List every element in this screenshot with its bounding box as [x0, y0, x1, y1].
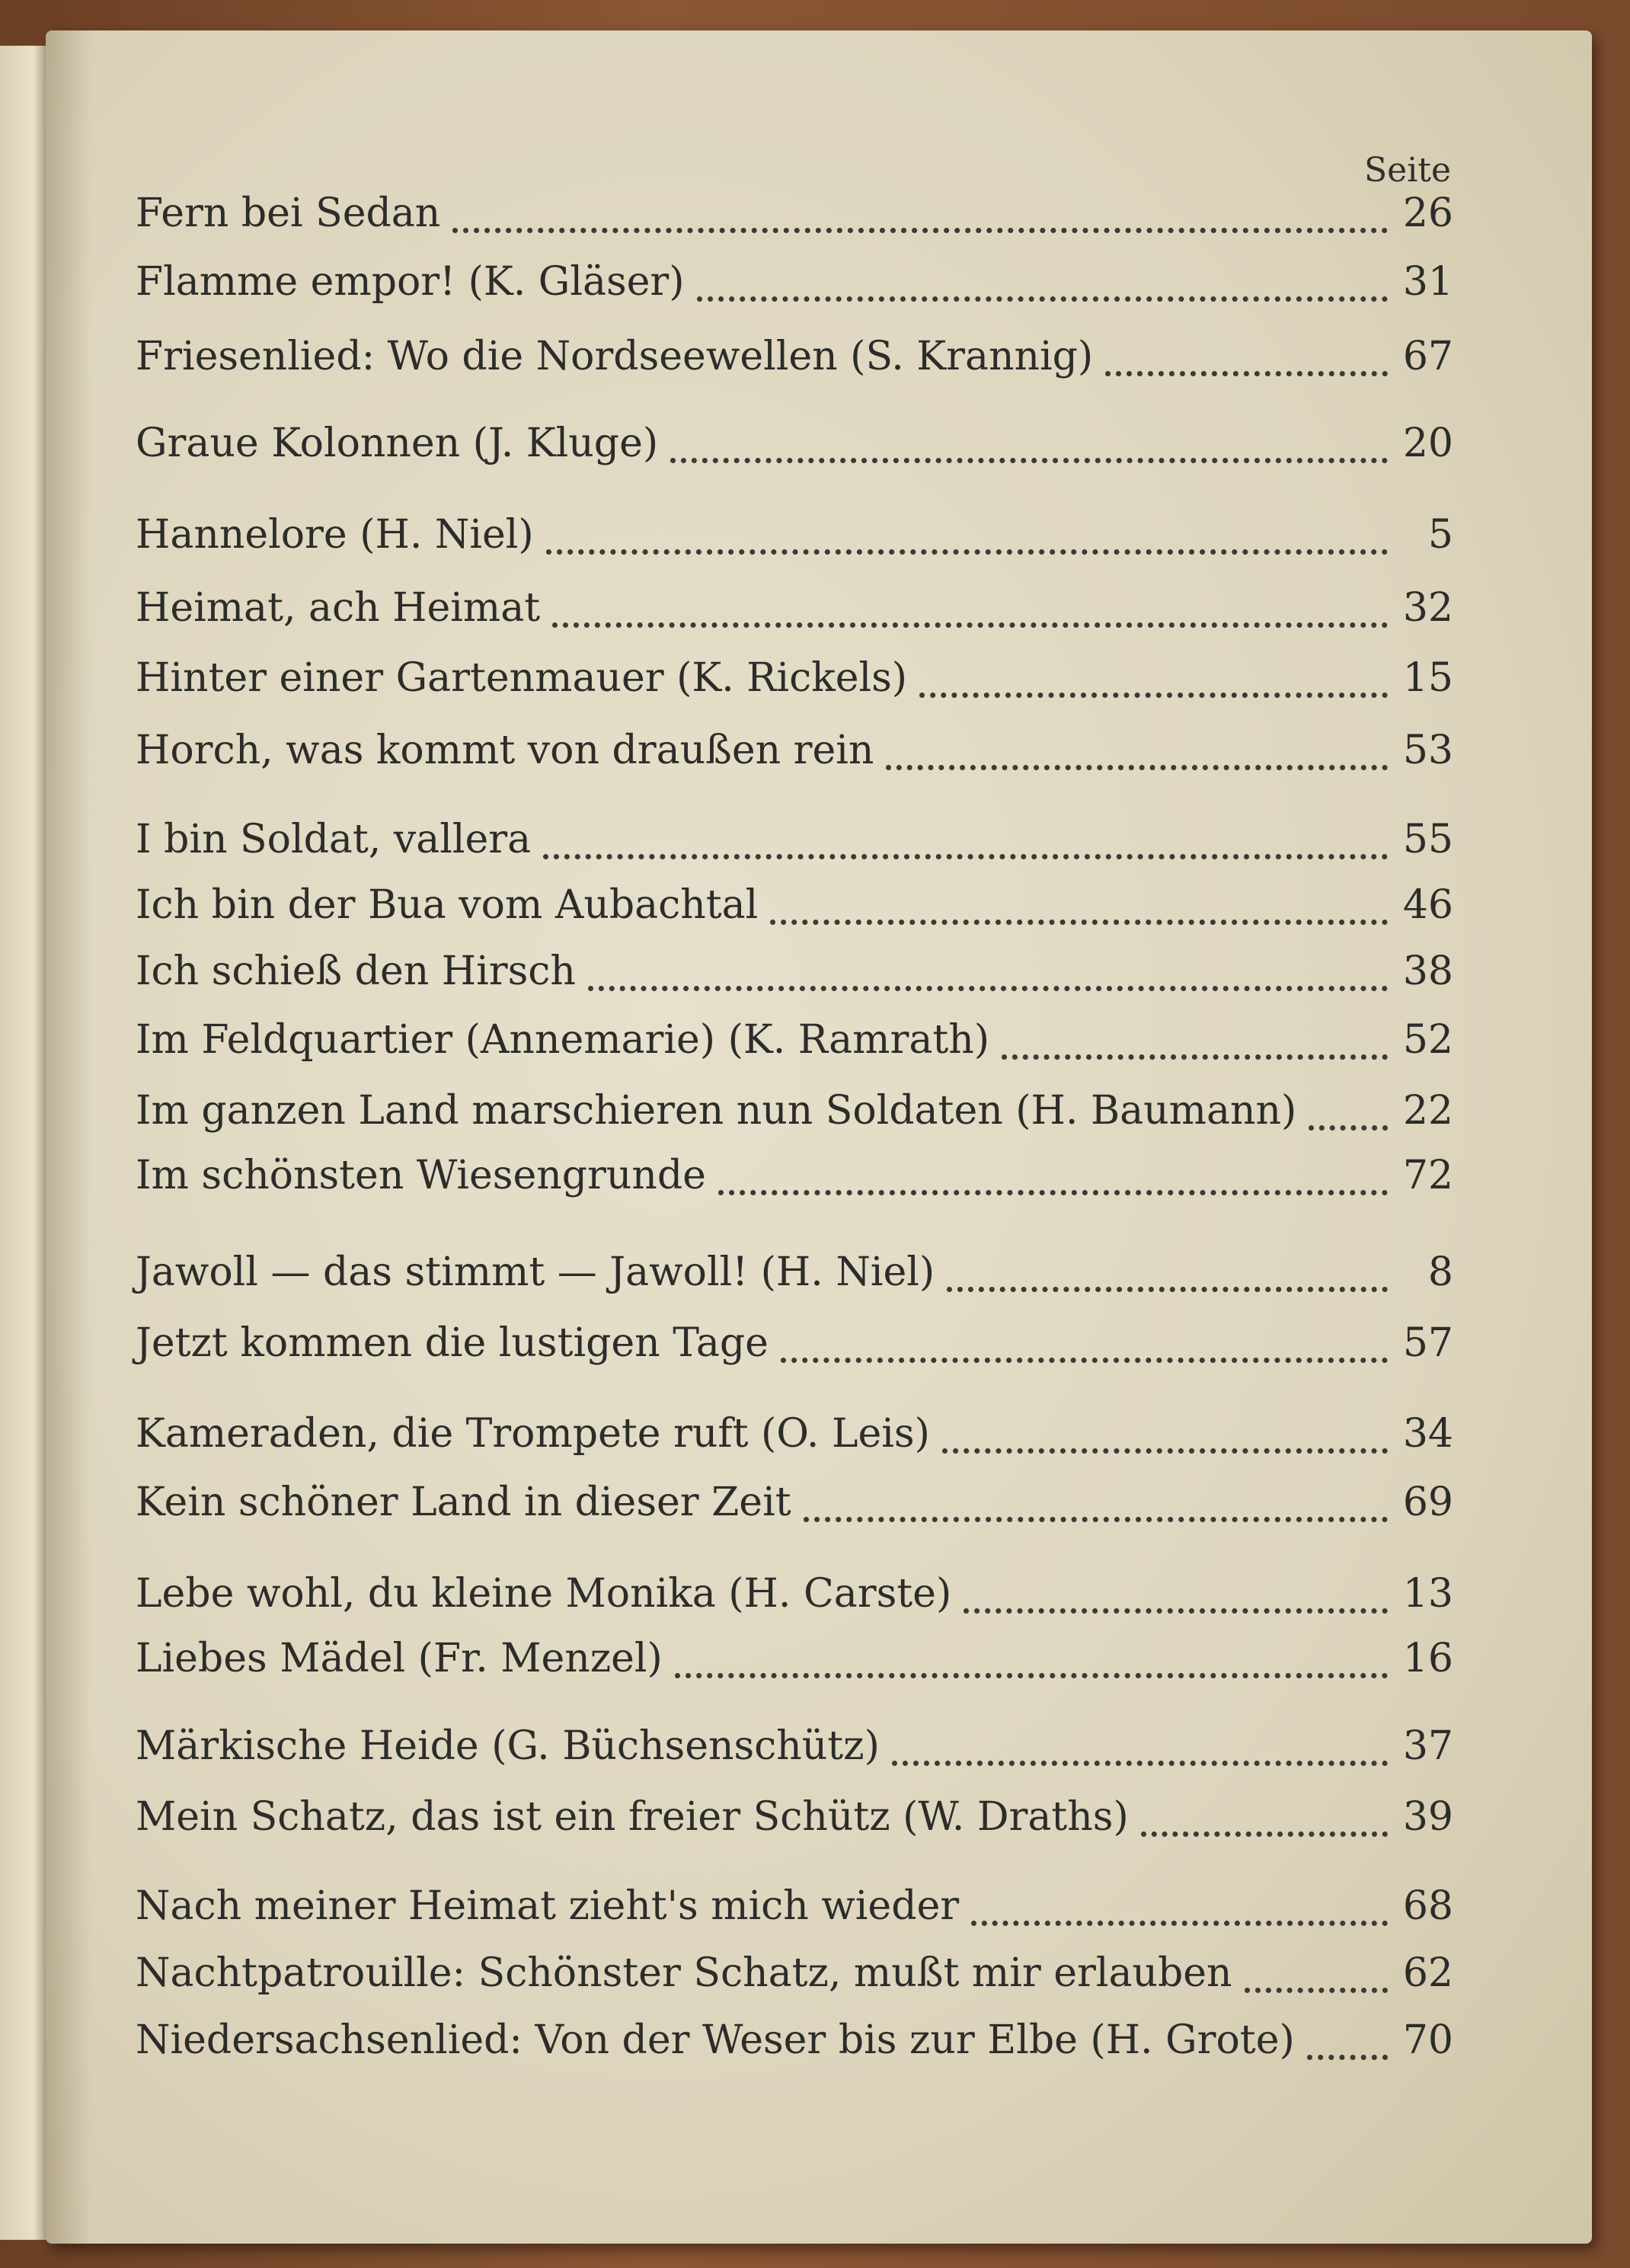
toc-entry-title: Im ganzen Land marschieren nun Soldaten (H. Baumann) [136, 1088, 1297, 1134]
toc-entry-page-number: 57 [1402, 1320, 1453, 1366]
dot-leader [947, 1282, 1388, 1292]
dot-leader [543, 849, 1388, 859]
dot-leader [781, 1353, 1388, 1363]
toc-entry [136, 190, 1453, 244]
toc-entry-page-number: 8 [1427, 1249, 1453, 1295]
dot-leader [1307, 2050, 1388, 2060]
toc-entry-title: Niedersachsenlied: Von der Weser bis zur Elbe (H. Grote) [136, 2017, 1295, 2063]
toc-entry-page-number: 31 [1402, 259, 1453, 305]
toc-entry-title: Nach meiner Heimat zieht's mich wieder [136, 1883, 960, 1929]
toc-entry-title: Ich bin der Bua vom Aubachtal [136, 882, 759, 928]
toc-entry-page-number: 62 [1402, 1950, 1453, 1996]
dot-leader [1309, 1121, 1388, 1131]
toc-entry-title: Mein Schatz, das ist ein freier Schütz (W. Draths) [136, 1794, 1129, 1840]
toc-entry-page-number: 70 [1402, 2017, 1453, 2063]
toc-entry-page-number: 5 [1427, 512, 1453, 558]
toc-entry [136, 1088, 1453, 1141]
toc-entry-title: Hinter einer Gartenmauer (K. Rickels) [136, 655, 908, 701]
toc-entry-page-number: 68 [1402, 1883, 1453, 1929]
toc-entry [136, 728, 1453, 781]
dot-leader [552, 618, 1388, 628]
toc-entry-title: Kein schöner Land in dieser Zeit [136, 1479, 791, 1525]
toc-entry [136, 1883, 1453, 1937]
dot-leader [546, 545, 1388, 555]
toc-entry-title: Lebe wohl, du kleine Monika (H. Carste) [136, 1571, 952, 1617]
toc-entry [136, 1017, 1453, 1070]
dot-leader [1245, 1983, 1388, 1993]
toc-entry-page-number: 13 [1402, 1571, 1453, 1617]
toc-entry [136, 1723, 1453, 1777]
dot-leader [1141, 1827, 1388, 1837]
toc-entry-page-number: 15 [1402, 655, 1453, 701]
dot-leader [718, 1185, 1388, 1195]
dot-leader [670, 453, 1388, 463]
toc-entry [136, 2017, 1453, 2071]
toc-entry-title: Heimat, ach Heimat [136, 585, 541, 631]
toc-entry-title: Im Feldquartier (Annemarie) (K. Ramrath) [136, 1017, 989, 1063]
dot-leader [588, 981, 1388, 991]
dot-leader [971, 1916, 1388, 1926]
dot-leader [452, 223, 1388, 233]
dot-leader [770, 915, 1388, 925]
toc-entry-page-number: 55 [1402, 817, 1453, 862]
toc-entry-page-number: 37 [1402, 1723, 1453, 1769]
toc-entry-page-number: 26 [1402, 190, 1453, 236]
dot-leader [1105, 366, 1388, 376]
toc-entry-title: Flamme empor! (K. Gläser) [136, 259, 685, 305]
toc-entry-page-number: 32 [1402, 585, 1453, 631]
toc-entry-title: Horch, was kommt von draußen rein [136, 728, 874, 773]
toc-entry-title: Jawoll — das stimmt — Jawoll! (H. Niel) [136, 1249, 935, 1295]
toc-entry [136, 1636, 1453, 1689]
toc-entry-page-number: 72 [1402, 1153, 1453, 1198]
toc-entry-page-number: 39 [1402, 1794, 1453, 1840]
toc-entry-title: Ich schieß den Hirsch [136, 948, 576, 994]
toc-entry-page-number: 53 [1402, 728, 1453, 773]
toc-entry [136, 1794, 1453, 1847]
dot-leader [1002, 1050, 1388, 1060]
dot-leader [942, 1444, 1388, 1454]
toc-entry-title: I bin Soldat, vallera [136, 817, 532, 862]
toc-entry-page-number: 46 [1402, 882, 1453, 928]
facing-page-edge [0, 46, 50, 2240]
page-column-label: Seite [1364, 151, 1451, 190]
toc-entry [136, 1411, 1453, 1464]
toc-entry-title: Nachtpatrouille: Schönster Schatz, mußt mir erlauben [136, 1950, 1232, 1996]
toc-entry-title: Märkische Heide (G. Büchsenschütz) [136, 1723, 880, 1769]
toc-entry [136, 1249, 1453, 1303]
toc-entry-title: Im schönsten Wiesengrunde [136, 1153, 706, 1198]
toc-entry-page-number: 34 [1402, 1411, 1453, 1457]
toc-entry [136, 585, 1453, 638]
dot-leader [697, 292, 1388, 302]
toc-entry-title: Hannelore (H. Niel) [136, 512, 534, 558]
toc-entry-title: Kameraden, die Trompete ruft (O. Leis) [136, 1411, 930, 1457]
toc-entry-page-number: 69 [1402, 1479, 1453, 1525]
toc-entry [136, 1479, 1453, 1533]
toc-entry-title: Liebes Mädel (Fr. Menzel) [136, 1636, 663, 1681]
toc-entry [136, 1320, 1453, 1374]
toc-entry [136, 817, 1453, 870]
toc-entry-page-number: 38 [1402, 948, 1453, 994]
toc-entry [136, 1153, 1453, 1206]
toc-entry [136, 1571, 1453, 1624]
toc-entry [136, 1950, 1453, 2004]
dot-leader [886, 760, 1388, 770]
toc-entry [136, 655, 1453, 709]
toc-entry-title: Fern bei Sedan [136, 190, 441, 236]
toc-entry-page-number: 67 [1402, 334, 1453, 379]
toc-entry-page-number: 20 [1402, 421, 1453, 466]
page-gutter-shadow [46, 30, 91, 2244]
toc-entry-title: Friesenlied: Wo die Nordseewellen (S. Krannig) [136, 334, 1094, 379]
toc-entry-page-number: 16 [1402, 1636, 1453, 1681]
dot-leader [964, 1604, 1388, 1614]
toc-entry [136, 421, 1453, 474]
toc-entry [136, 334, 1453, 387]
toc-entry-page-number: 52 [1402, 1017, 1453, 1063]
toc-entry [136, 259, 1453, 312]
toc-entry [136, 948, 1453, 1002]
dot-leader [804, 1512, 1388, 1522]
toc-entry-title: Jetzt kommen die lustigen Tage [136, 1320, 769, 1366]
toc-entry-page-number: 22 [1402, 1088, 1453, 1134]
dot-leader [892, 1756, 1388, 1766]
toc-entry-title: Graue Kolonnen (J. Kluge) [136, 421, 659, 466]
toc-entry [136, 882, 1453, 936]
toc-entry [136, 512, 1453, 565]
dot-leader [919, 688, 1388, 698]
dot-leader [675, 1668, 1388, 1678]
